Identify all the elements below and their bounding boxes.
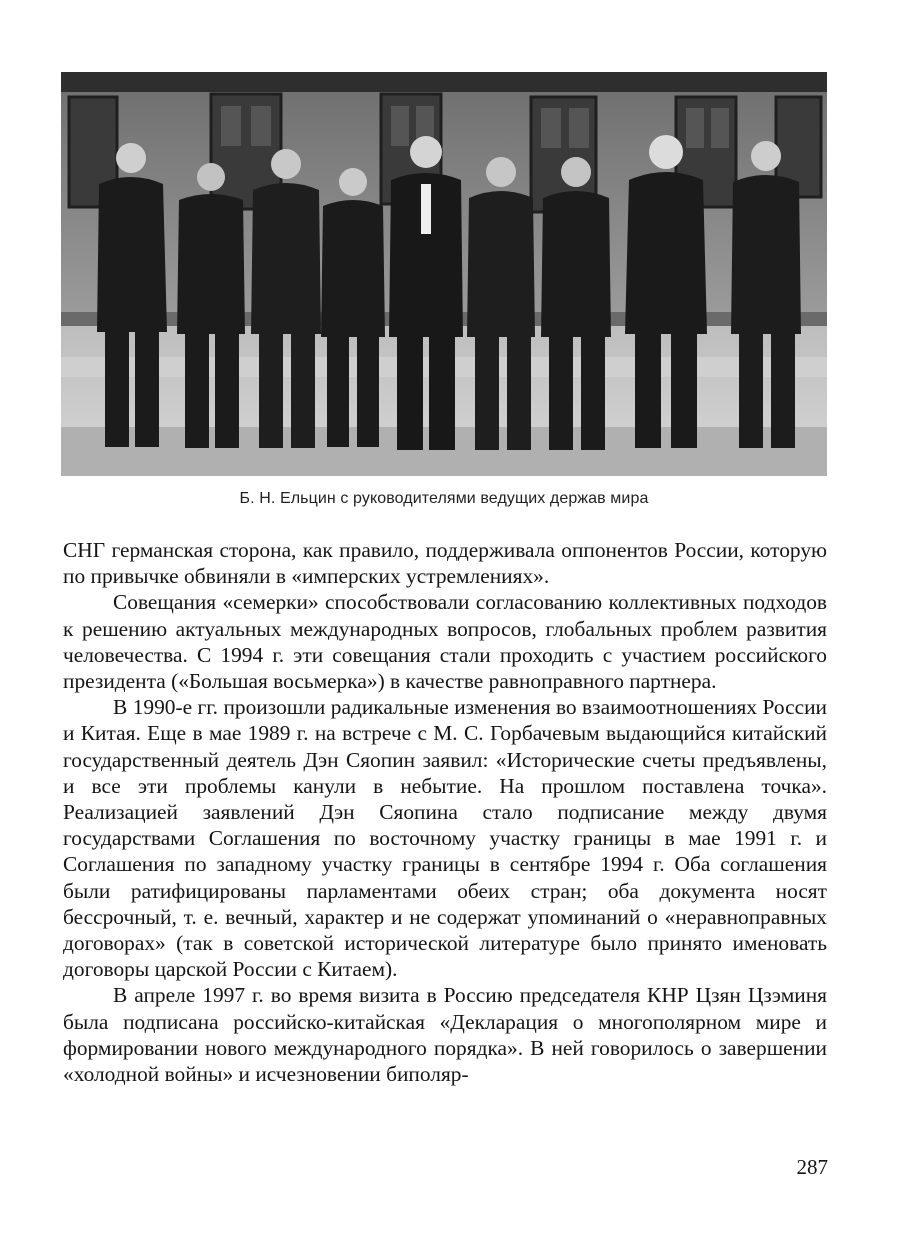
- page-number: 287: [796, 1155, 828, 1179]
- paragraph: В апреле 1997 г. во время визита в Россию председателя КНР Цзян Цзэминя была подписана российско-китайская «Декларация о многополярном мире и формировании нового международного порядка». В ней говорилось о завершении «холодной войны» и исчезновении биполяр-: [63, 983, 827, 1087]
- group-photo-image: [61, 72, 827, 476]
- group-photo: [61, 72, 827, 476]
- paragraph: СНГ германская сторона, как правило, поддерживала оппонентов России, которую по привычке обвиняли в «имперских устремлениях».: [63, 538, 827, 589]
- paragraph: Совещания «семерки» способствовали согласованию коллективных подходов к решению актуальных международных вопросов, глобальных проблем развития человечества. С 1994 г. эти совещания стали проходить с участием российского президента («Большая восьмерка») в качестве равноправного партнера.: [63, 590, 827, 694]
- body-text: [63, 537, 827, 1087]
- paragraph: В 1990-е гг. произошли радикальные изменения во взаимоотношениях России и Китая. Еще в мае 1989 г. на встрече с М. С. Горбачевым выдающийся китайский государственный деятель Дэн Сяопин заявил: «Исторические счеты предъявлены, и все эти проблемы канули в небытие. На прошлом поставлена точка». Реализацией заявлений Дэн Сяопина стало подписание между двумя государствами Соглашения по восточному участку границы в мае 1991 г. и Соглашения по западному участку границы в сентябре 1994 г. Оба соглашения были ратифицированы парламентами обеих стран; оба документа носят бессрочный, т. е. вечный, характер и не содержат упоминаний о «неравноправных договорах» (так в советской исторической литературе было принято именовать договоры царской России с Китаем).: [63, 695, 827, 982]
- photo-caption: Б. Н. Ельцин с руководителями ведущих держав мира: [239, 490, 649, 507]
